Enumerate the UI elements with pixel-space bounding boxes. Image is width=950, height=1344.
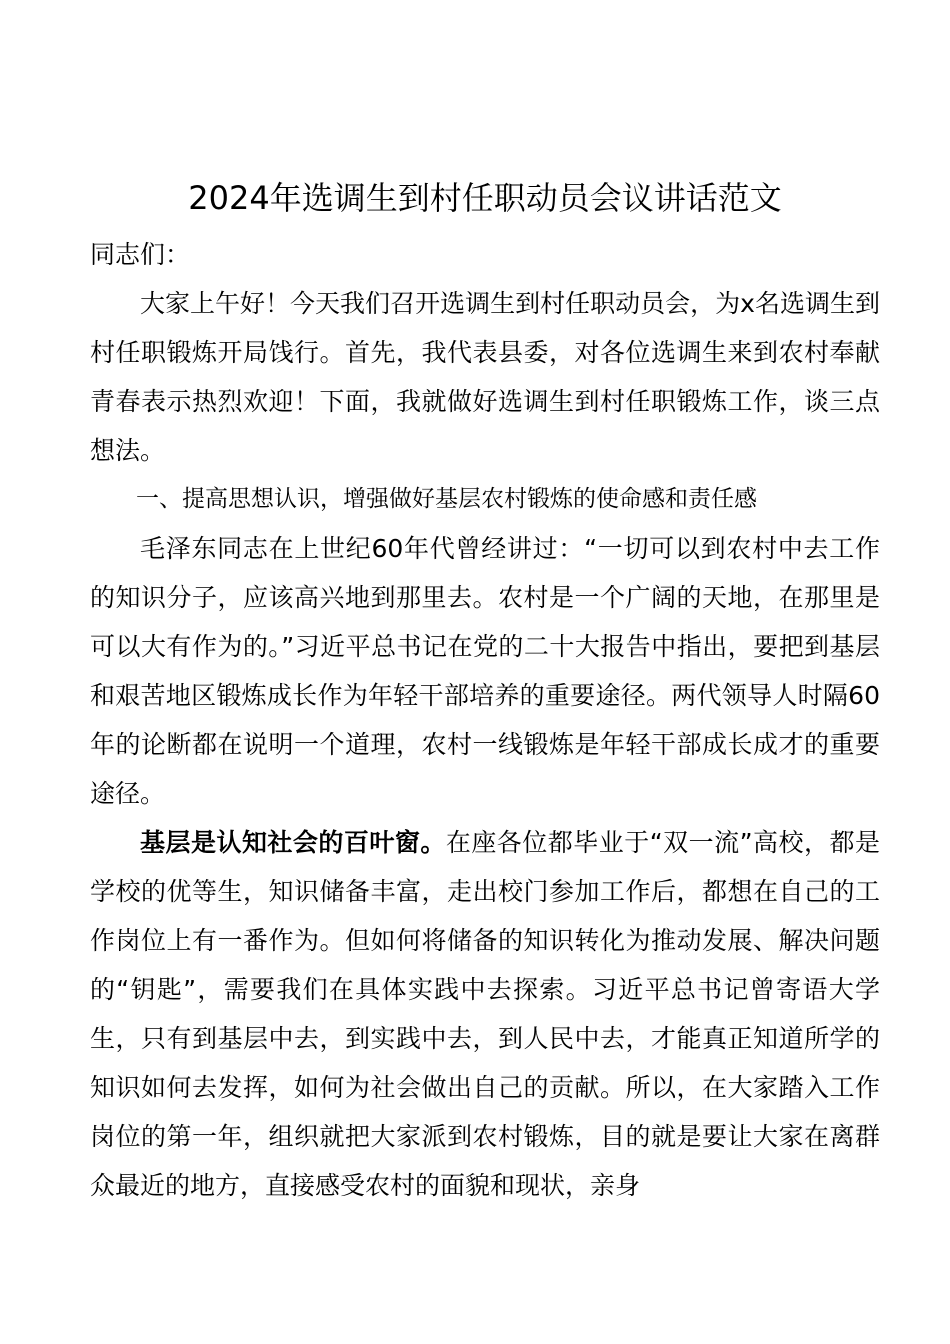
document-page — [90, 172, 880, 1210]
point-1-paragraph — [90, 818, 880, 1210]
point-1-body: 在座各位都毕业于“双一流”高校，都是学校的优等生，知识储备丰富，走出校门参加工作后，都想在自己的工作岗位上有一番作为。但如何将储备的知识转化为推动发展、解决问题的“钥匙”，需要我们在具体实践中去探索。习近平总书记曾寄语大学生，只有到基层中去，到实践中去，到人民中去，才能真正知道所学的知识如何去发挥，如何为社会做出自己的贡献。所以，在大家踏入工作岗位的第一年，组织就把大家派到农村锻炼，目的就是要让大家在离群众最近的地方，直接感受农村的面貌和现状，亲身 — [90, 828, 880, 1200]
document-title: 2024年选调生到村任职动员会议讲话范文 — [188, 179, 782, 217]
salutation: 同志们： — [90, 240, 191, 269]
opening-paragraph: 大家上午好！今天我们召开选调生到村任职动员会，为x名选调生到村任职锻炼开局饯行。首先，我代表县委，对各位选调生来到农村奉献青春表示热烈欢迎！下面，我就做好选调生到村任职锻炼工作，谈三点想法。 — [90, 289, 880, 465]
point-1-lead: 基层是认知社会的百叶窗。 — [140, 828, 446, 857]
section-heading-1: 一、提高思想认识，增强做好基层农村锻炼的使命感和责任感 — [136, 486, 757, 512]
section-1-paragraph: 毛泽东同志在上世纪60年代曾经讲过：“一切可以到农村中去工作的知识分子，应该高兴地到那里去。农村是一个广阔的天地，在那里是可以大有作为的。”习近平总书记在党的二十大报告中指出，要把到基层和艰苦地区锻炼成长作为年轻干部培养的重要途径。两代领导人时隔60年的论断都在说明一个道理，农村一线锻炼是年轻干部成长成才的重要途径。 — [90, 534, 880, 808]
